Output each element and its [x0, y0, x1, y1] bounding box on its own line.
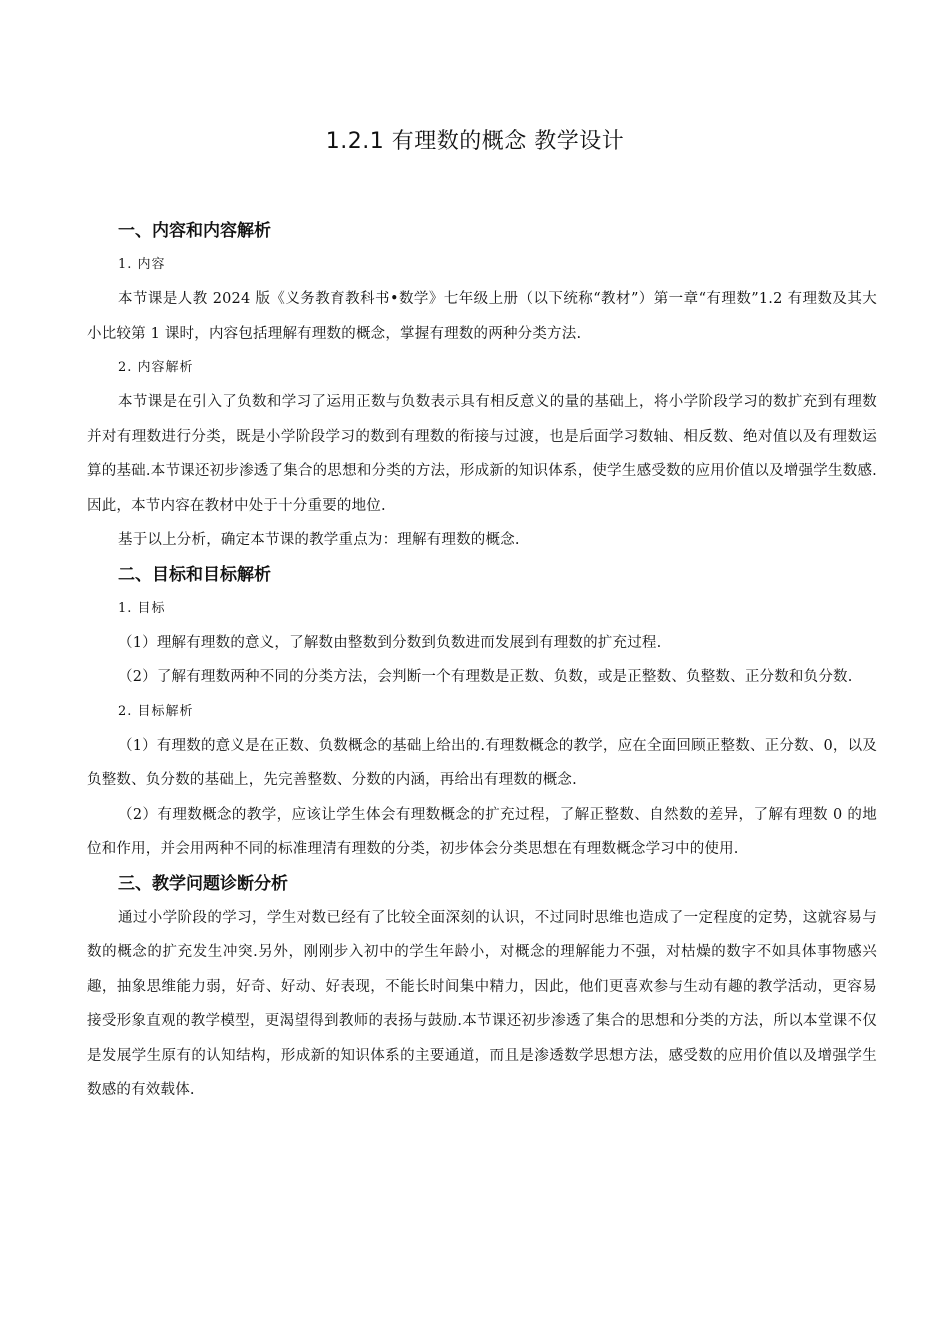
paragraph: 本节课是在引入了负数和学习了运用正数与负数表示具有相反意义的量的基础上，将小学阶段学习的数扩充到有理数并对有理数进行分类，既是小学阶段学习的数到有理数的衔接与过渡，也是后面学习数轴、相反数、绝对值以及有理数运算的基础.本节课还初步渗透了集合的思想和分类的方法，形成新的知识体系，使学生感受数的应用价值以及增强学生数感.因此，本节内容在教材中处于十分重要的地位. [87, 394, 877, 514]
paragraph: （2）了解有理数两种不同的分类方法，会判断一个有理数是正数、负数，或是正整数、负整数、正分数和负分数. [118, 669, 853, 685]
section-heading: 二、目标和目标解析 [118, 564, 271, 585]
section-heading: 一、内容和内容解析 [118, 221, 271, 241]
sub-heading: 1. 内容 [118, 257, 166, 272]
paragraph: （1）理解有理数的意义，了解数由整数到分数到负数进而发展到有理数的扩充过程. [118, 634, 662, 651]
section-heading: 三、教学问题诊断分析 [118, 873, 288, 894]
paragraph: （2）有理数概念的教学，应该让学生体会有理数概念的扩充过程，了解正整数、自然数的差异，了解有理数 0 的地位和作用，并会用两种不同的标准理清有理数的分类，初步体会分类思想在有理数概念学习中的使用. [87, 806, 877, 857]
sub-heading: 2. 目标解析 [118, 703, 194, 719]
page-title: 1.2.1 有理数的概念 教学设计 [325, 129, 625, 154]
section-goal-analysis [87, 558, 877, 867]
sub-heading: 2. 内容解析 [118, 360, 194, 375]
paragraph: 基于以上分析，确定本节课的教学重点为：理解有理数的概念. [118, 532, 520, 548]
document-body [87, 214, 877, 1108]
paragraph: 通过小学阶段的学习，学生对数已经有了比较全面深刻的认识，不过同时思维也造成了一定程度的定势，这就容易与数的概念的扩充发生冲突.另外，刚刚步入初中的学生年龄小，对概念的理解能力不强，对枯燥的数字不如具体事物感兴趣，抽象思维能力弱，好奇、好动、好表现，不能长时间集中精力，因此，他们更喜欢参与生动有趣的教学活动，更容易接受形象直观的教学模型，更渴望得到教师的表扬与鼓励.本节课还初步渗透了集合的思想和分类的方法，所以本堂课不仅是发展学生原有的认知结构，形成新的知识体系的主要通道，而且是渗透数学思想方法，感受数的应用价值以及增强学生数感的有效载体. [87, 909, 877, 1098]
paragraph: 本节课是人教 2024 版《义务教育教科书•数学》七年级上册（以下统称“教材”）第一章“有理数”1.2 有理数及其大小比较第 1 课时，内容包括理解有理数的概念，掌握有理数的两种分类方法. [87, 291, 877, 342]
section-problem-diagnosis [87, 867, 877, 1108]
paragraph: （1）有理数的意义是在正数、负数概念的基础上给出的.有理数概念的教学，应在全面回顾正整数、正分数、0，以及负整数、负分数的基础上，先完善整数、分数的内涵，再给出有理数的概念. [87, 737, 877, 788]
sub-heading: 1. 目标 [118, 600, 166, 616]
section-content-analysis [87, 214, 877, 558]
